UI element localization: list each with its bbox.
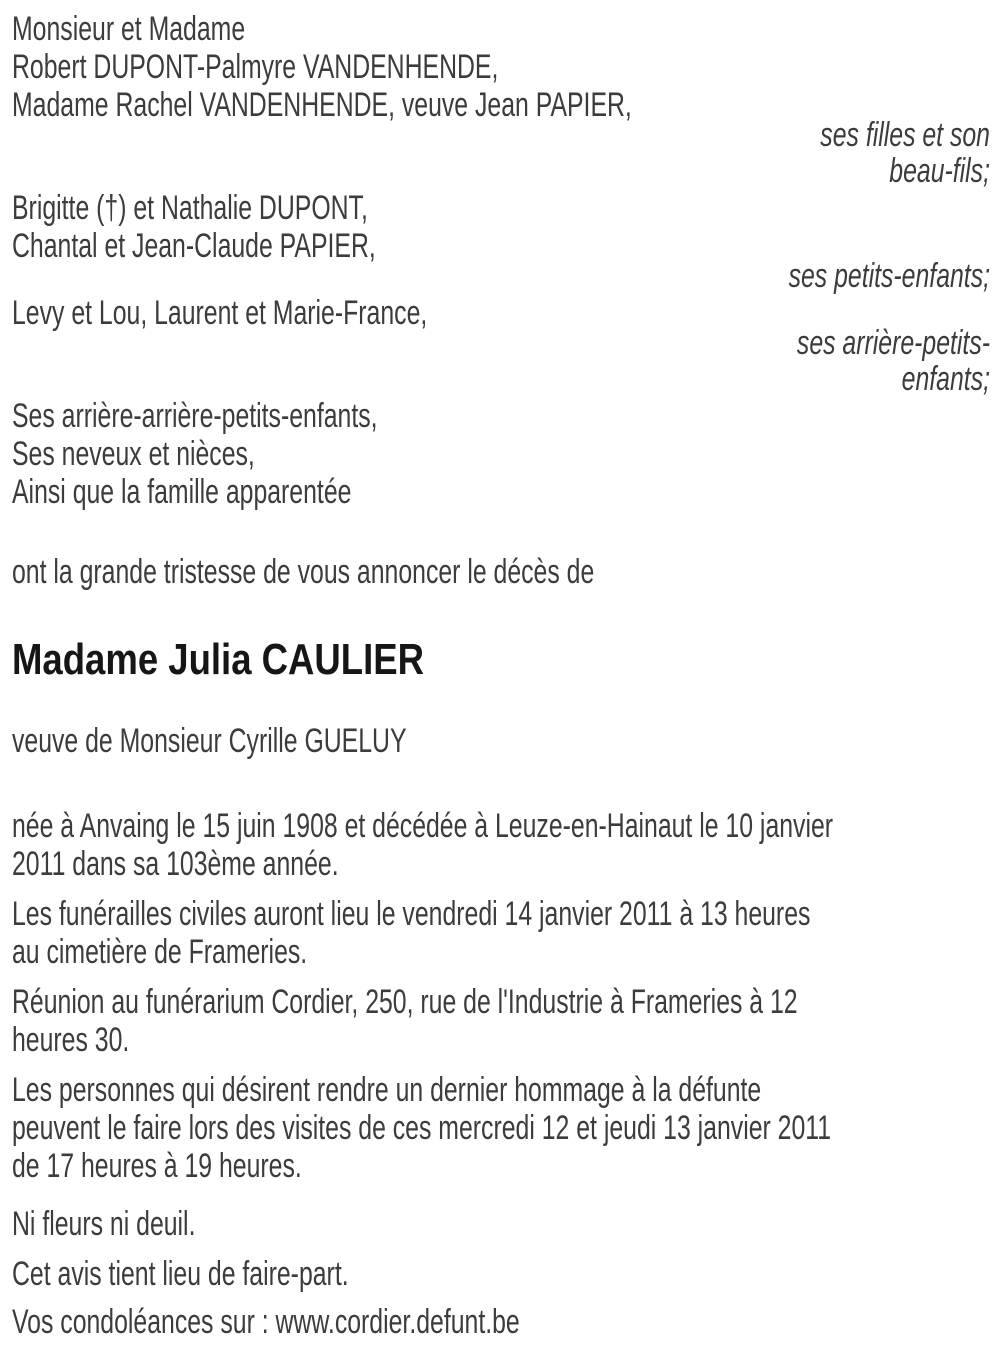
detail-line: née à Anvaing le 15 juin 1908 et décédée à Leuze-en-Hainaut le 10 janvier — [12, 807, 834, 845]
announcer-group — [12, 10, 990, 189]
relation-line: ses filles et son — [820, 116, 990, 154]
announcer-group — [12, 397, 990, 511]
relation-label — [12, 325, 990, 397]
relation-line: beau-fils; — [889, 152, 990, 190]
announcer-line: Chantal et Jean-Claude PAPIER, — [12, 227, 376, 265]
visits-paragraph — [12, 1071, 990, 1185]
deceased-name: Madame Julia CAULIER — [12, 635, 424, 684]
condolences-line: Vos condoléances sur : www.cordier.defunt.be — [12, 1303, 520, 1341]
condolences-paragraph — [12, 1303, 990, 1341]
announcer-line: Ses arrière-arrière-petits-enfants, — [12, 397, 378, 435]
detail-line: peuvent le faire lors des visites de ces mercredi 12 et jeudi 13 janvier 2011 — [12, 1109, 832, 1147]
detail-line: Cet avis tient lieu de faire-part. — [12, 1255, 349, 1293]
funeral-paragraph — [12, 895, 990, 971]
meeting-paragraph — [12, 983, 990, 1059]
announcer-line: Brigitte (†) et Nathalie DUPONT, — [12, 189, 368, 227]
announcer-line: Monsieur et Madame — [12, 10, 246, 48]
relation-line: ses arrière-petits- — [796, 324, 990, 362]
announcer-line: Levy et Lou, Laurent et Marie-France, — [12, 294, 428, 332]
announcer-line: Ainsi que la famille apparentée — [12, 473, 352, 511]
announcer-line: Madame Rachel VANDENHENDE, veuve Jean PAPIER, — [12, 86, 632, 124]
detail-line: au cimetière de Frameries. — [12, 933, 308, 971]
detail-line: heures 30. — [12, 1021, 130, 1059]
detail-line: Réunion au funérarium Cordier, 250, rue de l'Industrie à Frameries à 12 — [12, 983, 798, 1021]
relation-label — [12, 117, 990, 189]
detail-line: Ni fleurs ni deuil. — [12, 1205, 196, 1243]
relation-line: ses petits-enfants; — [788, 257, 990, 295]
birth-death-paragraph — [12, 807, 990, 883]
detail-line: de 17 heures à 19 heures. — [12, 1147, 302, 1185]
announcer-line: Robert DUPONT-Palmyre VANDENHENDE, — [12, 48, 499, 86]
announcer-line: Ses neveux et nièces, — [12, 435, 255, 473]
announcement-line: ont la grande tristesse de vous annoncer le décès de — [12, 553, 595, 591]
spouse-line: veuve de Monsieur Cyrille GUELUY — [12, 722, 407, 760]
detail-line: Les funérailles civiles auront lieu le vendredi 14 janvier 2011 à 13 heures — [12, 895, 811, 933]
no-flowers-paragraph — [12, 1205, 990, 1243]
notice-in-lieu-paragraph — [12, 1255, 990, 1293]
relation-line: enfants; — [901, 360, 990, 398]
detail-line: 2011 dans sa 103ème année. — [12, 845, 339, 883]
announcer-group — [12, 189, 990, 294]
announcer-group — [12, 294, 990, 397]
detail-line: Les personnes qui désirent rendre un dernier hommage à la défunte — [12, 1071, 762, 1109]
